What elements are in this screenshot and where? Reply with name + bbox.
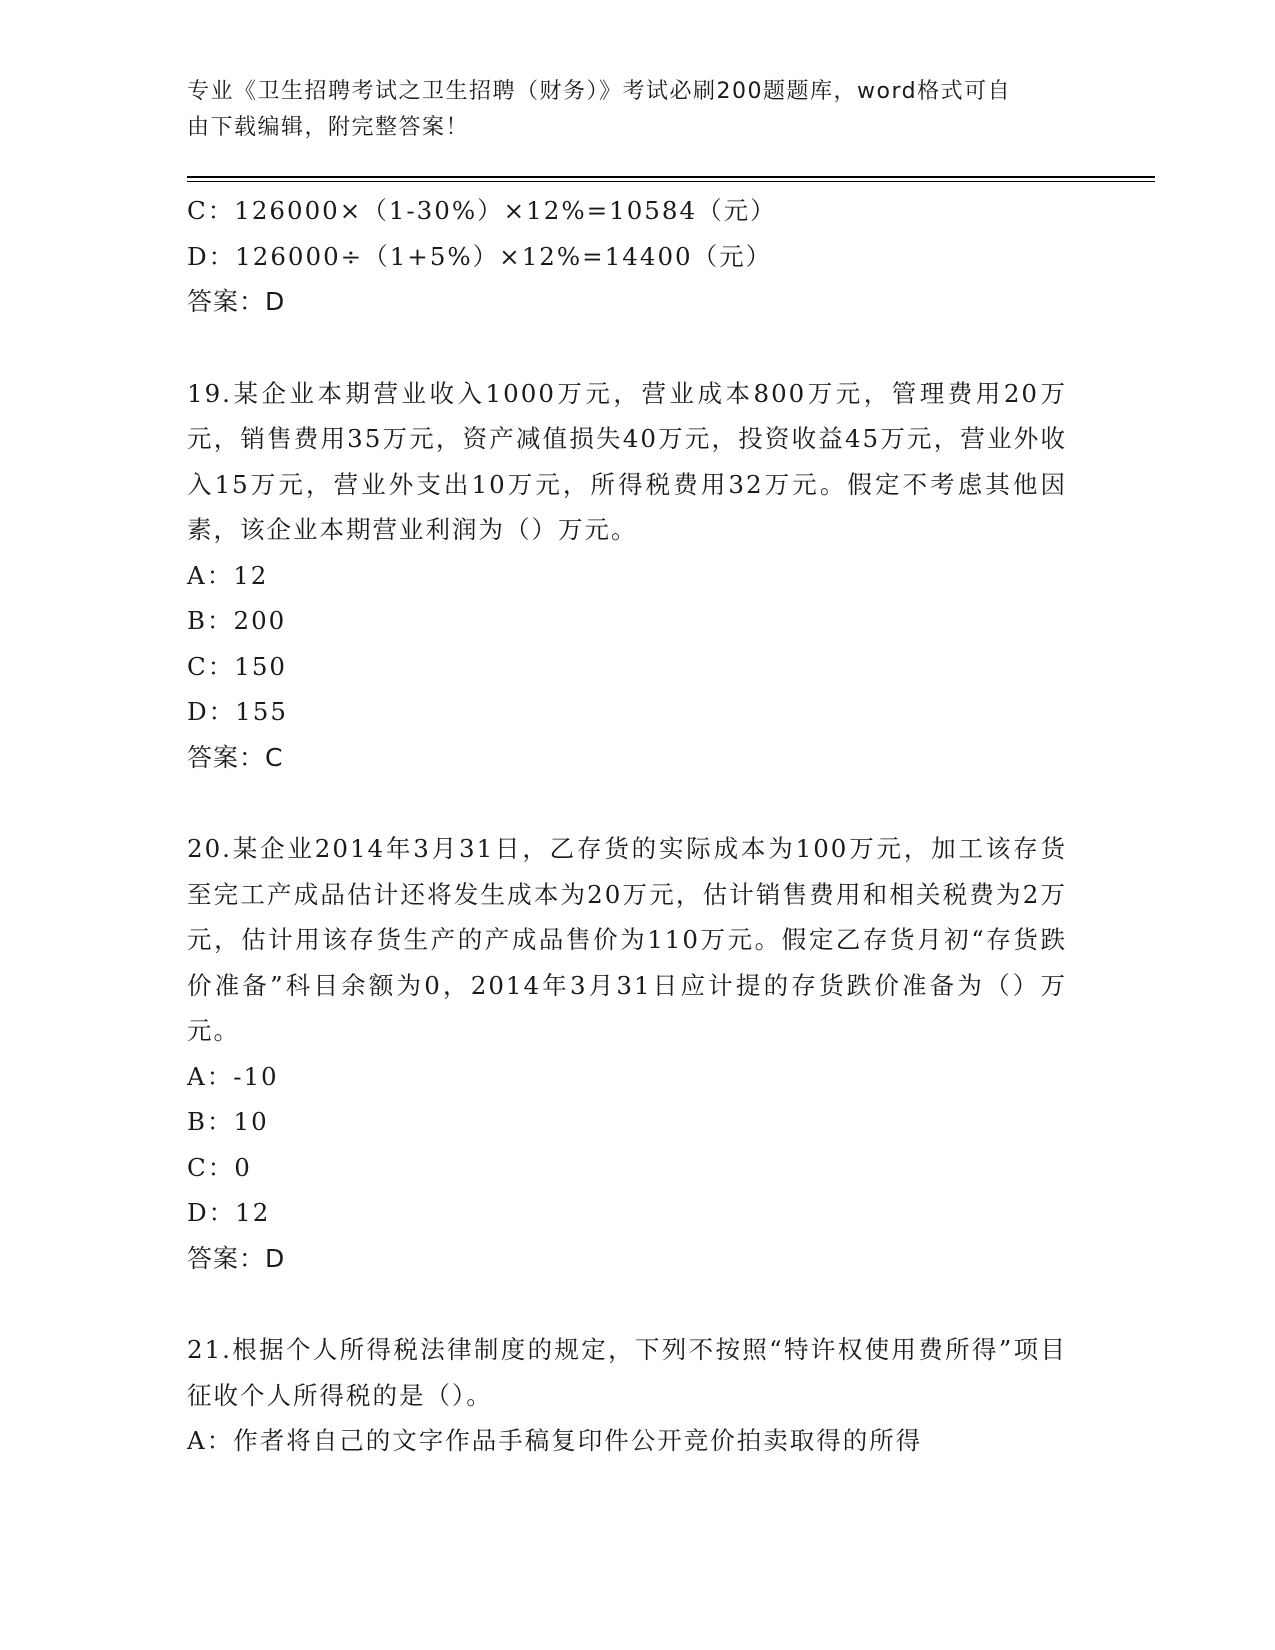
q20-option-d: D：12	[187, 1198, 271, 1227]
q19-option-b: B：200	[187, 606, 287, 635]
q19-answer: 答案：C	[187, 742, 284, 772]
header-title-line-2: 由下载编辑，附完整答案！	[187, 115, 470, 140]
q19-option-a: A：12	[187, 560, 269, 590]
q20-answer: 答案：D	[187, 1243, 286, 1273]
prev-answer: 答案：D	[187, 287, 286, 316]
prev-option-c: C：126000×（1-30%）×12%=10584（元）	[187, 196, 777, 225]
document-header	[187, 74, 1067, 146]
q20-option-a: A：-10	[187, 1061, 279, 1091]
q19-stem: 19.某企业本期营业收入1000万元，营业成本800万元，管理费用20万元，销售费用35万元，资产减值损失40万元，投资收益45万元，营业外收入15万元，营业外支出10万元，所得税费用32万元。假定不考虑其他因素，该企业本期营业利润为（）万元。	[187, 378, 1067, 544]
header-rule-thick	[187, 176, 1155, 178]
q20-stem: 20.某企业2014年3月31日，乙存货的实际成本为100万元，加工该存货至完工产成品估计还将发生成本为20万元，估计销售费用和相关税费为2万元，估计用该存货生产的产成品售价为110万元。假定乙存货月初“存货跌价准备”科目余额为0，2014年3月31日应计提的存货跌价准备为（）万元。	[187, 834, 1067, 1045]
q20-option-b: B：10	[187, 1107, 269, 1136]
q21-option-a: A：作者将自己的文字作品手稿复印件公开竞价拍卖取得的所得	[187, 1426, 923, 1455]
prev-option-d: D：126000÷（1+5%）×12%=14400（元）	[187, 241, 773, 271]
question-content	[187, 188, 1067, 1464]
spacer	[187, 325, 1067, 371]
spacer	[187, 1281, 1067, 1327]
header-rule-thin	[187, 181, 1155, 182]
spacer	[187, 780, 1067, 826]
q21-stem: 21.根据个人所得税法律制度的规定，下列不按照“特许权使用费所得”项目征收个人所得税的是（）。	[187, 1335, 1067, 1410]
header-title-line-1: 专业《卫生招聘考试之卫生招聘（财务）》考试必刷200题题库，word格式可自	[187, 79, 1012, 104]
q19-option-c: C：150	[187, 651, 288, 681]
q20-option-c: C：0	[187, 1152, 252, 1182]
q19-option-d: D：155	[187, 697, 288, 726]
